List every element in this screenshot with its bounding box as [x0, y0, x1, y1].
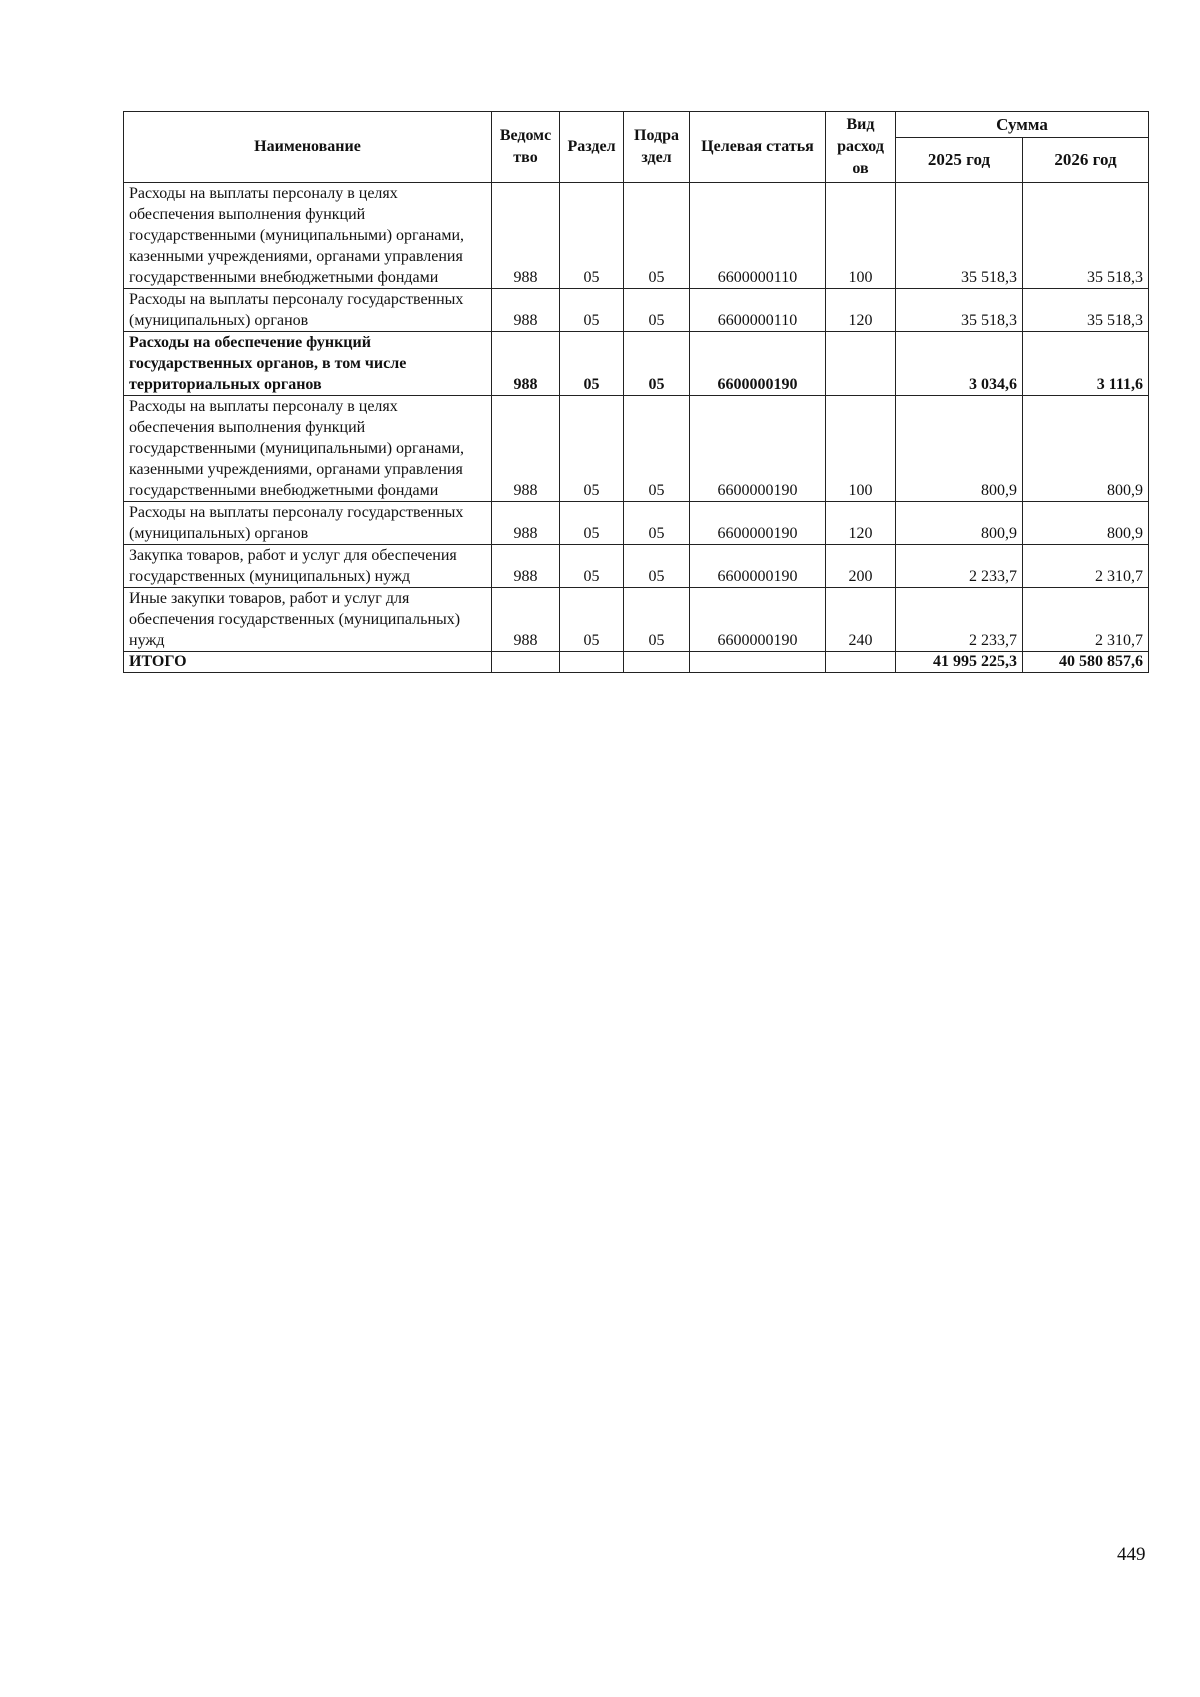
- row-target: 6600000190: [690, 588, 826, 652]
- header-sum: Сумма: [896, 112, 1149, 138]
- empty-cell: [624, 652, 690, 673]
- row-sum-2025: 35 518,3: [896, 289, 1023, 332]
- row-section: 05: [560, 183, 624, 289]
- empty-cell: [690, 652, 826, 673]
- table-row: [124, 289, 1149, 332]
- row-subsection: 05: [624, 396, 690, 502]
- row-type: 100: [826, 183, 896, 289]
- header-year-2025: 2025 год: [896, 138, 1023, 183]
- row-sum-2025: 2 233,7: [896, 588, 1023, 652]
- row-sum-2026: 2 310,7: [1023, 545, 1149, 588]
- row-target: 6600000110: [690, 183, 826, 289]
- header-year-2026: 2026 год: [1023, 138, 1149, 183]
- header-name: Наименование: [124, 112, 492, 183]
- row-type: 120: [826, 289, 896, 332]
- row-section: 05: [560, 289, 624, 332]
- empty-cell: [492, 652, 560, 673]
- header-subsection: Подра здел: [624, 112, 690, 183]
- row-type: 100: [826, 396, 896, 502]
- row-subsection: 05: [624, 332, 690, 396]
- row-subsection: 05: [624, 183, 690, 289]
- row-sum-2026: 2 310,7: [1023, 588, 1149, 652]
- row-sum-2026: 800,9: [1023, 502, 1149, 545]
- budget-table: [123, 111, 1149, 673]
- row-target: 6600000190: [690, 396, 826, 502]
- row-name: Закупка товаров, работ и услуг для обеспечения государственных (муниципальных) нужд: [124, 545, 492, 588]
- row-name: Расходы на обеспечение функций государственных органов, в том числе территориальных органов: [124, 332, 492, 396]
- header-target: Целевая статья: [690, 112, 826, 183]
- row-name: Расходы на выплаты персоналу государственных (муниципальных) органов: [124, 289, 492, 332]
- empty-cell: [826, 652, 896, 673]
- row-target: 6600000110: [690, 289, 826, 332]
- row-section: 05: [560, 332, 624, 396]
- row-subsection: 05: [624, 588, 690, 652]
- row-sum-2026: 3 111,6: [1023, 332, 1149, 396]
- row-sum-2026: 800,9: [1023, 396, 1149, 502]
- row-type: 120: [826, 502, 896, 545]
- row-sum-2026: 35 518,3: [1023, 289, 1149, 332]
- row-target: 6600000190: [690, 545, 826, 588]
- row-dept: 988: [492, 545, 560, 588]
- row-type: 200: [826, 545, 896, 588]
- total-sum-2025: 41 995 225,3: [896, 652, 1023, 673]
- table-row: [124, 502, 1149, 545]
- row-section: 05: [560, 588, 624, 652]
- row-subsection: 05: [624, 289, 690, 332]
- row-name: Расходы на выплаты персоналу в целях обеспечения выполнения функций государственными (муниципальными) органами, казенными учреждениями, органами управления государственными внебюджетными фондами: [124, 396, 492, 502]
- row-type: 240: [826, 588, 896, 652]
- row-sum-2026: 35 518,3: [1023, 183, 1149, 289]
- total-label: ИТОГО: [124, 652, 492, 673]
- header-department: Ведомс тво: [492, 112, 560, 183]
- row-section: 05: [560, 545, 624, 588]
- row-name: Расходы на выплаты персоналу в целях обеспечения выполнения функций государственными (муниципальными) органами, казенными учреждениями, органами управления государственными внебюджетными фондами: [124, 183, 492, 289]
- row-dept: 988: [492, 396, 560, 502]
- row-section: 05: [560, 502, 624, 545]
- row-subsection: 05: [624, 502, 690, 545]
- row-sum-2025: 800,9: [896, 502, 1023, 545]
- row-dept: 988: [492, 289, 560, 332]
- row-dept: 988: [492, 332, 560, 396]
- empty-cell: [560, 652, 624, 673]
- row-subsection: 05: [624, 545, 690, 588]
- row-sum-2025: 800,9: [896, 396, 1023, 502]
- table-row: [124, 332, 1149, 396]
- table-row: [124, 396, 1149, 502]
- table-row: [124, 588, 1149, 652]
- row-sum-2025: 35 518,3: [896, 183, 1023, 289]
- total-row: [124, 652, 1149, 673]
- row-type: [826, 332, 896, 396]
- row-name: Иные закупки товаров, работ и услуг для обеспечения государственных (муниципальных) нужд: [124, 588, 492, 652]
- page-number: 449: [1117, 1544, 1146, 1565]
- row-section: 05: [560, 396, 624, 502]
- row-target: 6600000190: [690, 502, 826, 545]
- header-section: Раздел: [560, 112, 624, 183]
- row-name: Расходы на выплаты персоналу государственных (муниципальных) органов: [124, 502, 492, 545]
- row-dept: 988: [492, 502, 560, 545]
- row-dept: 988: [492, 183, 560, 289]
- row-sum-2025: 3 034,6: [896, 332, 1023, 396]
- row-dept: 988: [492, 588, 560, 652]
- table-row: [124, 545, 1149, 588]
- table-row: [124, 183, 1149, 289]
- row-sum-2025: 2 233,7: [896, 545, 1023, 588]
- header-expense-type: Вид расход ов: [826, 112, 896, 183]
- total-sum-2026: 40 580 857,6: [1023, 652, 1149, 673]
- row-target: 6600000190: [690, 332, 826, 396]
